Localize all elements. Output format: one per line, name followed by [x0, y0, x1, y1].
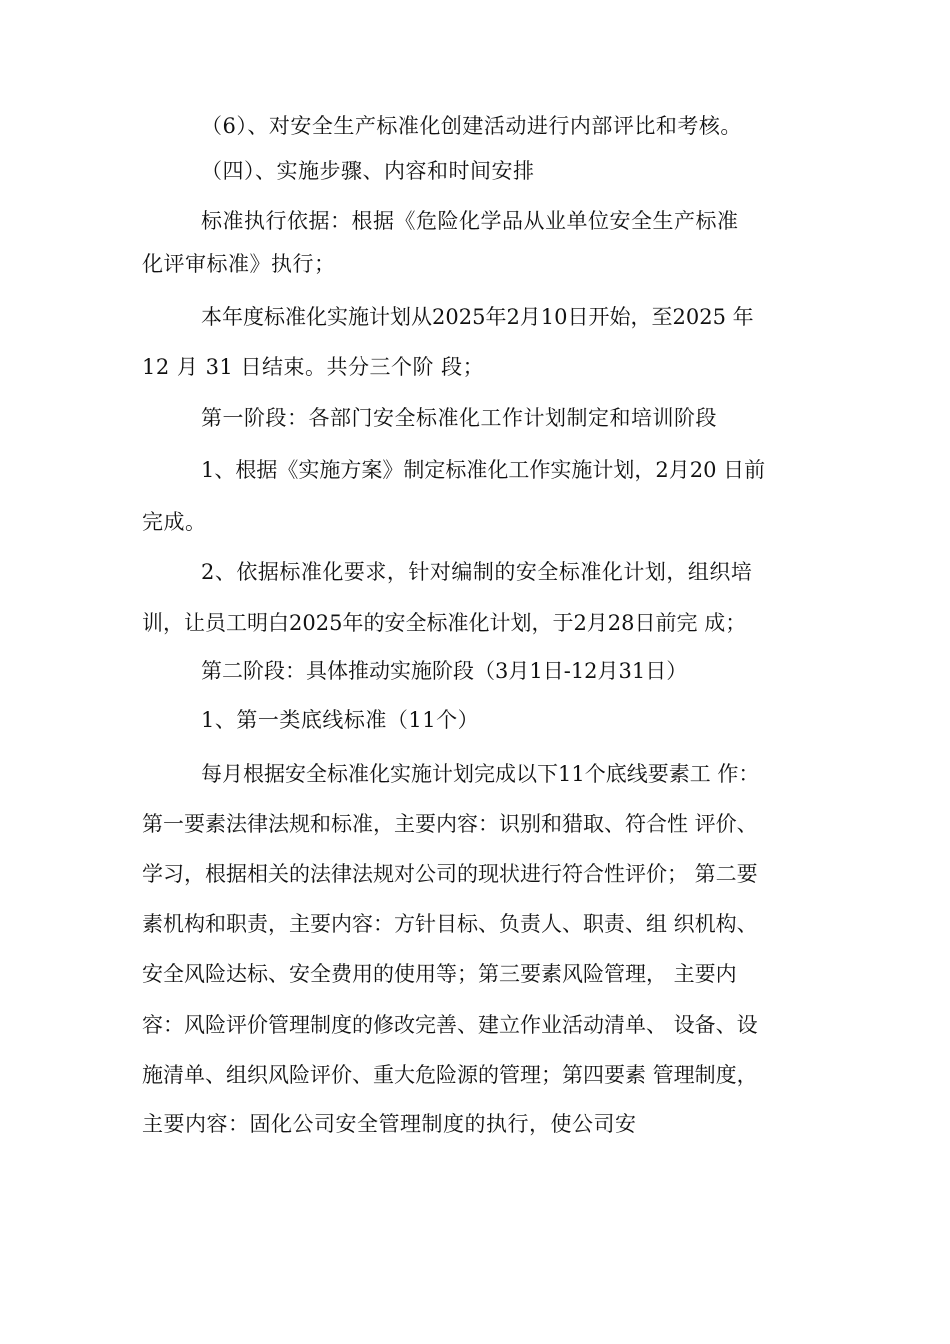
doc-line: 安全风险达标、安全费用的使用等；第三要素风险管理， 主要内 — [142, 962, 737, 986]
doc-line: 训，让员工明白2025年的安全标准化计划，于2月28日前完 成； — [142, 611, 747, 635]
doc-line: 2、依据标准化要求，针对编制的安全标准化计划，组织培 — [201, 560, 753, 584]
doc-line: 完成。 — [142, 510, 207, 534]
doc-line: 1、第一类底线标准（11个） — [201, 708, 480, 732]
doc-line: 第一要素法律法规和标准，主要内容：识别和猎取、符合性 评价、 — [142, 812, 758, 836]
doc-line: 素机构和职责，主要内容：方针目标、负责人、职责、组 织机构、 — [142, 912, 758, 936]
doc-line: 化评审标准》执行； — [142, 252, 336, 276]
doc-line: 第一阶段：各部门安全标准化工作计划制定和培训阶段 — [201, 406, 717, 430]
doc-line: 标准执行依据：根据《危险化学品从业单位安全生产标准 — [201, 209, 739, 233]
doc-line: 第二阶段：具体推动实施阶段（3月1日-12月31日） — [201, 659, 688, 683]
doc-line: 本年度标准化实施计划从2025年2月10日开始，至2025 年 — [201, 305, 754, 329]
doc-line: （6）、对安全生产标准化创建活动进行内部评比和考核。 — [201, 114, 742, 138]
doc-line: 施清单、组织风险评价、重大危险源的管理；第四要素 管理制度， — [142, 1063, 758, 1087]
doc-line: 12 月 31 日结束。共分三个阶 段； — [142, 355, 485, 379]
section-heading: （四）、实施步骤、内容和时间安排 — [201, 159, 535, 183]
doc-line: 学习，根据相关的法律法规对公司的现状进行符合性评价； 第二要 — [142, 862, 758, 886]
doc-line: 主要内容：固化公司安全管理制度的执行，使公司安 — [142, 1112, 637, 1136]
doc-line: 每月根据安全标准化实施计划完成以下11个底线要素工 作： — [201, 762, 760, 786]
doc-line: 1、根据《实施方案》制定标准化工作实施计划，2月20 日前 — [201, 458, 766, 482]
doc-line: 容：风险评价管理制度的修改完善、建立作业活动清单、 设备、设 — [142, 1013, 758, 1037]
